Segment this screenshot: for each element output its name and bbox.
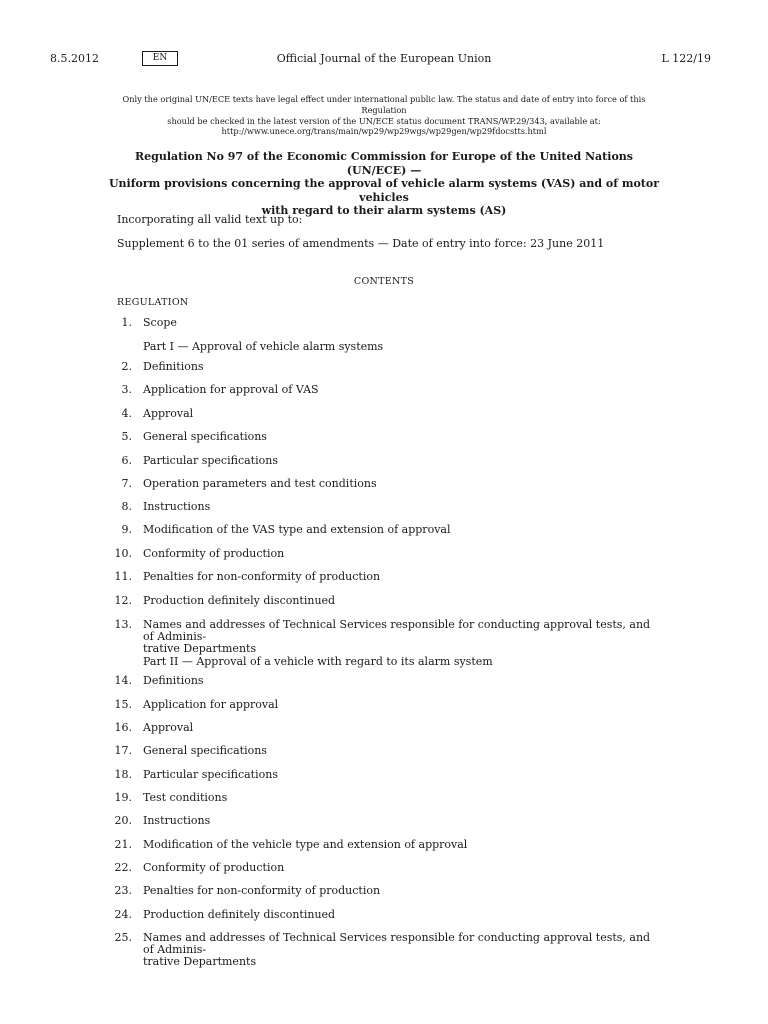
language-badge: EN (142, 51, 178, 66)
legal-notice-line: should be checked in the latest version of the UN/ECE status document TRANS/WP.29/343, available at: (167, 115, 601, 126)
regulation-title-line: Regulation No 97 of the Economic Commission for Europe of the United Nations (UN/ECE) — (135, 150, 633, 177)
legal-notice-line: Only the original UN/ECE texts have legal effect under international public law. The status and date of entry into force of this Regulation (122, 94, 646, 115)
toc-number: 9. (121, 523, 132, 536)
toc-number: 17. (114, 744, 132, 757)
toc-number: 24. (114, 908, 132, 921)
toc-title: Particular specifications (143, 454, 278, 467)
regulation-heading: REGULATION (117, 297, 189, 308)
toc-number: 2. (121, 360, 132, 373)
toc-number: 19. (114, 791, 132, 804)
toc-title: Production definitely discontinued (143, 594, 336, 607)
toc-part-heading: Part I — Approval of vehicle alarm systems (143, 340, 384, 353)
toc-number: 5. (121, 430, 132, 443)
toc-number: 3. (121, 383, 132, 396)
toc-title-line: Names and addresses of Technical Services responsible for conducting approval tests, and of Adminis- (143, 931, 651, 957)
toc-number: 25. (114, 931, 132, 944)
incorporating-text: Incorporating all valid text up to: (117, 213, 303, 226)
toc-title: Conformity of production (143, 861, 285, 874)
publication-date: 8.5.2012 (50, 52, 99, 65)
regulation-title (108, 150, 660, 218)
legal-notice-url: http://www.unece.org/trans/main/wp29/wp29wgs/wp29gen/wp29fdocstts.html (221, 126, 547, 137)
toc-title: Modification of the VAS type and extension of approval (143, 523, 451, 536)
toc-title: Definitions (143, 360, 204, 373)
toc-number: 14. (114, 674, 132, 687)
toc-title-line: trative Departments (143, 955, 257, 969)
toc-number: 16. (114, 721, 132, 734)
toc-title: Instructions (143, 500, 211, 513)
toc-title (143, 619, 655, 656)
toc-title: Instructions (143, 814, 211, 827)
page-reference: L 122/19 (661, 52, 711, 65)
toc-title-line: Names and addresses of Technical Services responsible for conducting approval tests, and of Adminis- (143, 618, 651, 644)
toc-number: 15. (114, 698, 132, 711)
toc-title: Particular specifications (143, 768, 278, 781)
toc-number: 21. (114, 838, 132, 851)
toc-number: 12. (114, 594, 132, 607)
toc-number: 11. (114, 570, 132, 583)
toc-title: Test conditions (143, 791, 228, 804)
toc-title: Penalties for non-conformity of production (143, 884, 381, 897)
toc-title: Application for approval of VAS (143, 383, 319, 396)
legal-notice (110, 94, 658, 137)
toc-number: 4. (121, 407, 132, 420)
toc-number: 8. (121, 500, 132, 513)
toc-title: Operation parameters and test conditions (143, 477, 377, 490)
toc-number: 6. (121, 454, 132, 467)
toc-number: 1. (121, 316, 132, 329)
contents-heading: CONTENTS (353, 276, 415, 287)
regulation-title-line: Uniform provisions concerning the approval of vehicle alarm systems (VAS) and of motor vehicles (108, 177, 660, 204)
toc-number: 7. (121, 477, 132, 490)
toc-title: General specifications (143, 744, 267, 757)
toc-title (143, 932, 655, 969)
toc-title: Modification of the vehicle type and extension of approval (143, 838, 468, 851)
toc-title: Penalties for non-conformity of production (143, 570, 381, 583)
toc-title: Application for approval (143, 698, 279, 711)
toc-title-line: trative Departments (143, 642, 257, 656)
toc-title: General specifications (143, 430, 267, 443)
toc-title: Approval (143, 721, 194, 734)
toc-title: Conformity of production (143, 547, 285, 560)
toc-number: 20. (114, 814, 132, 827)
supplement-text: Supplement 6 to the 01 series of amendments — Date of entry into force: 23 June 2011 (117, 237, 605, 250)
toc-number: 23. (114, 884, 132, 897)
toc-number: 13. (114, 618, 132, 631)
toc-title: Production definitely discontinued (143, 908, 336, 921)
regulation-title-line: with regard to their alarm systems (AS) (261, 204, 507, 218)
toc-title: Scope (143, 316, 177, 329)
journal-title: Official Journal of the European Union (276, 52, 492, 65)
toc-part-heading: Part II — Approval of a vehicle with regard to its alarm system (143, 655, 493, 668)
toc-number: 22. (114, 861, 132, 874)
toc-number: 10. (114, 547, 132, 560)
toc-title: Approval (143, 407, 194, 420)
toc-number: 18. (114, 768, 132, 781)
toc-title: Definitions (143, 674, 204, 687)
